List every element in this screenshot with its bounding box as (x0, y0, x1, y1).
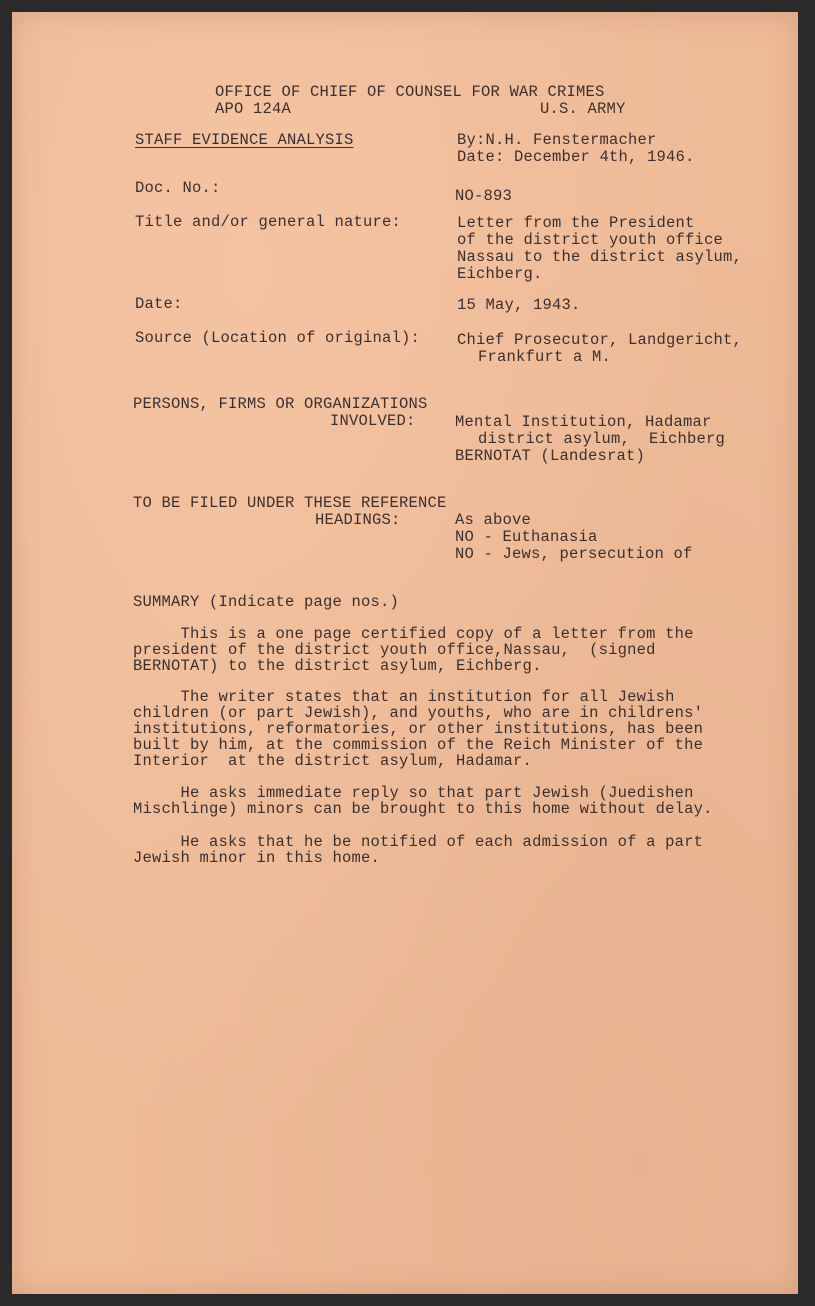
summary-line: He asks that he be notified of each admission of a part (133, 833, 704, 851)
persons-line: Mental Institution, Hadamar (455, 413, 712, 431)
summary-line: institutions, reformatories, or other institutions, has been (133, 720, 704, 738)
filed-line: NO - Jews, persecution of (455, 545, 693, 563)
persons-label-involved: INVOLVED: (330, 412, 416, 430)
filed-line: NO - Euthanasia (455, 528, 598, 546)
analysis-title: STAFF EVIDENCE ANALYSIS (135, 131, 354, 149)
doc-no-value: NO-893 (455, 187, 513, 205)
doc-no-label: Doc. No.: (135, 179, 221, 197)
summary-line: He asks immediate reply so that part Jewish (Juedishen (133, 784, 694, 802)
summary-line: This is a one page certified copy of a letter from the (133, 625, 694, 643)
summary-line: Jewish minor in this home. (133, 849, 381, 867)
document-page (12, 12, 798, 1294)
filed-line: As above (455, 511, 532, 529)
summary-heading: SUMMARY (Indicate page nos.) (133, 593, 400, 611)
title-line: of the district youth office (457, 231, 724, 249)
summary-line: Interior at the district asylum, Hadamar. (133, 752, 533, 770)
persons-label: PERSONS, FIRMS OR ORGANIZATIONS (133, 395, 428, 413)
analyst-name: By:N.H. Fenstermacher (457, 131, 657, 149)
analysis-date: Date: December 4th, 1946. (457, 148, 695, 166)
date-label: Date: (135, 295, 183, 313)
title-line: Eichberg. (457, 265, 543, 283)
summary-line: built by him, at the commission of the Reich Minister of the (133, 736, 704, 754)
persons-line: BERNOTAT (Landesrat) (455, 447, 646, 465)
date-value: 15 May, 1943. (457, 296, 581, 314)
persons-line: district asylum, Eichberg (478, 430, 726, 448)
source-line: Frankfurt a M. (478, 348, 612, 366)
source-line: Chief Prosecutor, Landgericht, (457, 331, 743, 349)
filed-label: TO BE FILED UNDER THESE REFERENCE (133, 494, 447, 512)
summary-line: president of the district youth office,Nassau, (signed (133, 641, 656, 659)
summary-line: The writer states that an institution for all Jewish (133, 688, 675, 706)
army-label: U.S. ARMY (540, 100, 626, 118)
source-label: Source (Location of original): (135, 329, 421, 347)
title-label: Title and/or general nature: (135, 213, 402, 231)
summary-line: BERNOTAT) to the district asylum, Eichberg. (133, 657, 542, 675)
office-heading: OFFICE OF CHIEF OF COUNSEL FOR WAR CRIMES (215, 83, 605, 101)
summary-line: Mischlinge) minors can be brought to this home without delay. (133, 800, 713, 818)
summary-line: children (or part Jewish), and youths, who are in childrens' (133, 704, 704, 722)
filed-label-headings: HEADINGS: (315, 511, 401, 529)
apo-number: APO 124A (215, 100, 292, 118)
title-line: Letter from the President (457, 214, 695, 232)
title-line: Nassau to the district asylum, (457, 248, 743, 266)
